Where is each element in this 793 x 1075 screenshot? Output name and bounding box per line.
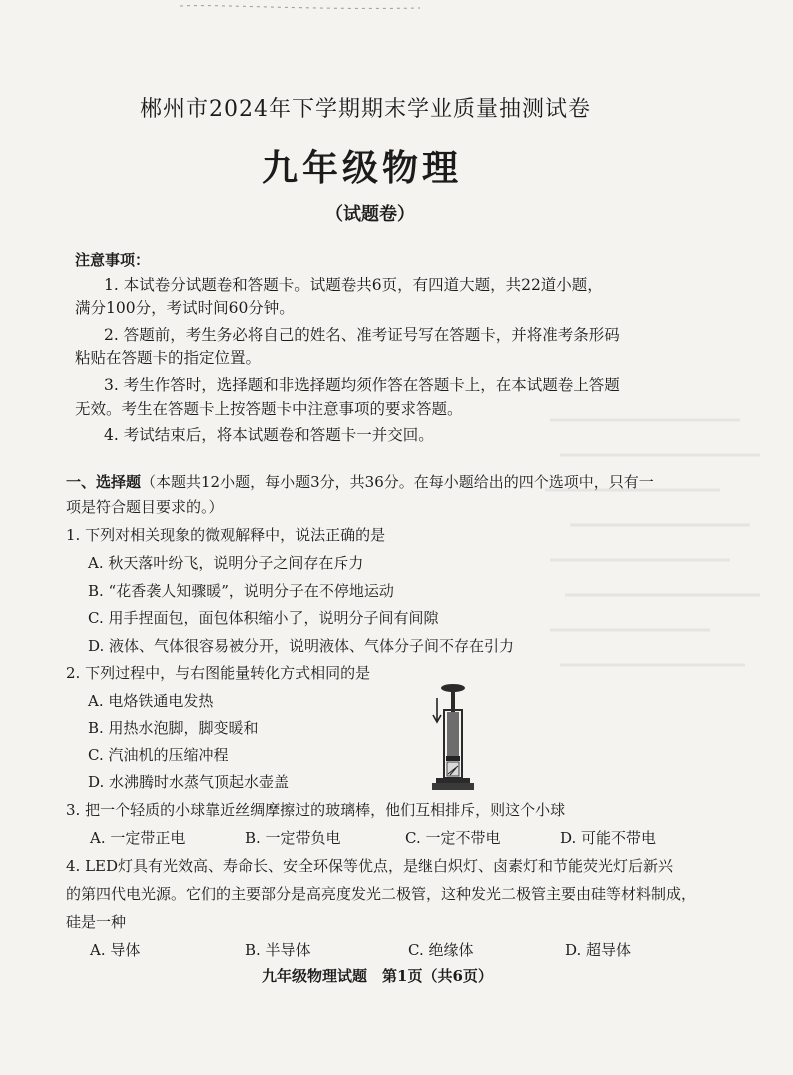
- bleed-through-texture: [540, 400, 770, 720]
- question-2-option-a: A. 电烙铁通电发热: [88, 692, 214, 710]
- section-1-heading: [66, 471, 654, 492]
- notice-item-3-line2: 无效。考生在答题卡上按答题卡中注意事项的要求答题。: [75, 400, 463, 418]
- question-2-stem: 2. 下列过程中，与右图能量转化方式相同的是: [66, 664, 371, 682]
- notice-item-1-line1: 1. 本试卷分试题卷和答题卡。试题卷共6页，有四道大题，共22道小题，: [104, 276, 603, 294]
- question-4-option-a: A. 导体: [90, 941, 141, 959]
- scan-mark: [180, 2, 420, 12]
- section-1-title: 一、选择题: [66, 473, 142, 491]
- exam-tag: （试题卷）: [325, 204, 415, 225]
- notice-item-2-line1: 2. 答题前，考生务必将自己的姓名、准考证号写在答题卡，并将准考条形码: [104, 326, 620, 344]
- question-4-option-b: B. 半导体: [245, 941, 311, 959]
- question-2-option-b: B. 用热水泡脚，脚变暖和: [88, 719, 259, 737]
- notice-item-1-line2: 满分100分，考试时间60分钟。: [75, 299, 295, 317]
- notice-item-3-line1: 3. 考生作答时，选择题和非选择题均须作答在答题卡上，在本试题卷上答题: [104, 376, 620, 394]
- exam-title: 九年级物理: [262, 147, 463, 189]
- page-footer: 九年级物理试题 第1页（共6页）: [262, 967, 493, 985]
- question-1-option-d: D. 液体、气体很容易被分开，说明液体、气体分子间不存在引力: [88, 637, 515, 655]
- question-3-option-b: B. 一定带负电: [245, 829, 341, 847]
- question-1-option-c: C. 用手捏面包，面包体积缩小了，说明分子间有间隙: [88, 609, 439, 627]
- section-1-note-line2: 项是符合题目要求的。）: [66, 498, 224, 516]
- question-4-option-c: C. 绝缘体: [408, 941, 474, 959]
- question-3-stem: 3. 把一个轻质的小球靠近丝绸摩擦过的玻璃棒，他们互相排斥，则这个小球: [66, 801, 566, 819]
- notice-heading: 注意事项：: [75, 251, 151, 269]
- question-1-stem: 1. 下列对相关现象的微观解释中，说法正确的是: [66, 526, 386, 544]
- question-2-option-d: D. 水沸腾时水蒸气顶起水壶盖: [88, 773, 290, 791]
- question-1-option-b: B. “花香袭人知骤暖”，说明分子在不停地运动: [88, 582, 394, 600]
- question-3-option-c: C. 一定不带电: [405, 829, 501, 847]
- notice-item-2-line2: 粘贴在答题卡的指定位置。: [75, 349, 262, 367]
- notice-item-4: 4. 考试结束后，将本试题卷和答题卡一并交回。: [104, 426, 434, 444]
- question-4-option-d: D. 超导体: [565, 941, 632, 959]
- exam-subtitle: 郴州市2024年下学期期末学业质量抽测试卷: [140, 97, 591, 122]
- question-4-stem-line2: 的第四代电光源。它们的主要部分是高亮度发光二极管，这种发光二极管主要由硅等材料制成，: [66, 885, 697, 903]
- question-1-option-a: A. 秋天落叶纷飞，说明分子之间存在斥力: [88, 554, 364, 572]
- question-4-stem-line3: 硅是一种: [66, 913, 127, 931]
- question-2-option-c: C. 汽油机的压缩冲程: [88, 746, 229, 764]
- section-1-note: （本题共12小题，每小题3分，共36分。在每小题给出的四个选项中，只有一: [141, 473, 654, 491]
- question-3-option-a: A. 一定带正电: [90, 829, 186, 847]
- question-4-stem-line1: 4. LED灯具有光效高、寿命长、安全环保等优点，是继白炽灯、卤素灯和节能荧光灯后新兴: [66, 857, 674, 875]
- air-compression-apparatus-figure: [420, 682, 480, 794]
- question-3-option-d: D. 可能不带电: [560, 829, 657, 847]
